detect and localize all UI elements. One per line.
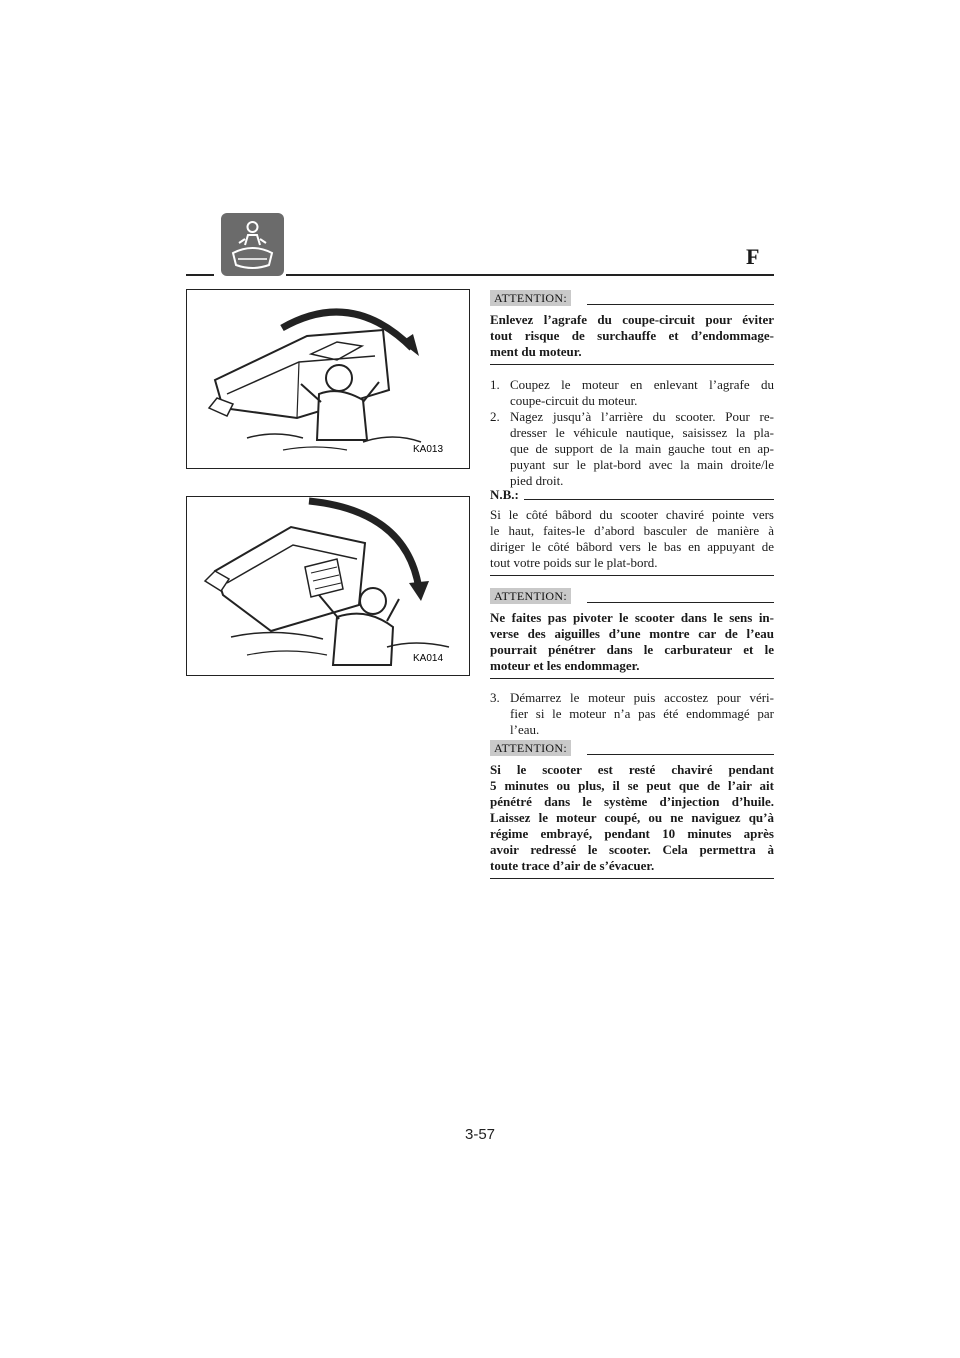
note-text: Si le côté bâbord du scooter chaviré pointe vers le haut, faites-le d’abord basculer de manière à diriger le côté bâbord vers le bas en appuyant de tout votre poids sur le plat-bord. — [490, 507, 774, 570]
figure-righting-scooter-2 — [186, 496, 470, 676]
attention-end-rule — [490, 678, 774, 679]
attention-text-3: Si le scooter est resté chaviré pendant 5 minutes ou plus, il se peut que de l’air ait pénétré dans le système d’injection d’huile. Laissez le moteur coupé, ou ne naviguez qu’à régime embrayé, pendant 10 minutes après avoir redressé le scooter. Cela permettra à toute trace d’air de s’évacuer. — [490, 762, 774, 873]
attention-badge: ATTENTION: — [490, 588, 571, 604]
attention-text-2: Ne faites pas pivoter le scooter dans le sens in- verse des aiguilles d’une montre car de l’eau pourrait pénétrer dans le carburateur et le moteur et les endommager. — [490, 610, 774, 673]
note-heading — [490, 487, 774, 505]
note-label: N.B.: — [490, 487, 519, 502]
personal-watercraft-rider-icon — [221, 213, 284, 276]
figure-code: KA014 — [413, 653, 444, 664]
language-indicator: F — [746, 244, 760, 269]
note-end-rule — [490, 575, 774, 576]
list-item-step-2: 2. Nagez jusqu’à l’arrière du scooter. Pour re- dresser le véhicule nautique, saisissez la pla- que de support de la main gauche tout en ap- puyant sur le plat-bord avec la main droite/le pied droit. — [490, 409, 774, 488]
attention-heading — [490, 588, 774, 606]
figure-code: KA013 — [413, 444, 444, 455]
page-number: 3-57 — [464, 1126, 496, 1143]
attention-text-1: Enlevez l’agrafe du coupe-circuit pour éviter tout risque de surchauffe et d’endommage- ment du moteur. — [490, 312, 774, 359]
attention-heading — [490, 290, 774, 308]
attention-badge: ATTENTION: — [490, 290, 571, 306]
attention-end-rule — [490, 878, 774, 879]
attention-badge: ATTENTION: — [490, 740, 571, 756]
figure-righting-scooter-1 — [186, 289, 470, 469]
list-item-step-3: 3. Démarrez le moteur puis accostez pour véri- fier si le moteur n’a pas été endommagé par l’eau. — [490, 690, 774, 737]
attention-end-rule — [490, 364, 774, 365]
list-item-step-1: 1. Coupez le moteur en enlevant l’agrafe du coupe-circuit du moteur. — [490, 377, 774, 408]
attention-heading — [490, 740, 774, 758]
